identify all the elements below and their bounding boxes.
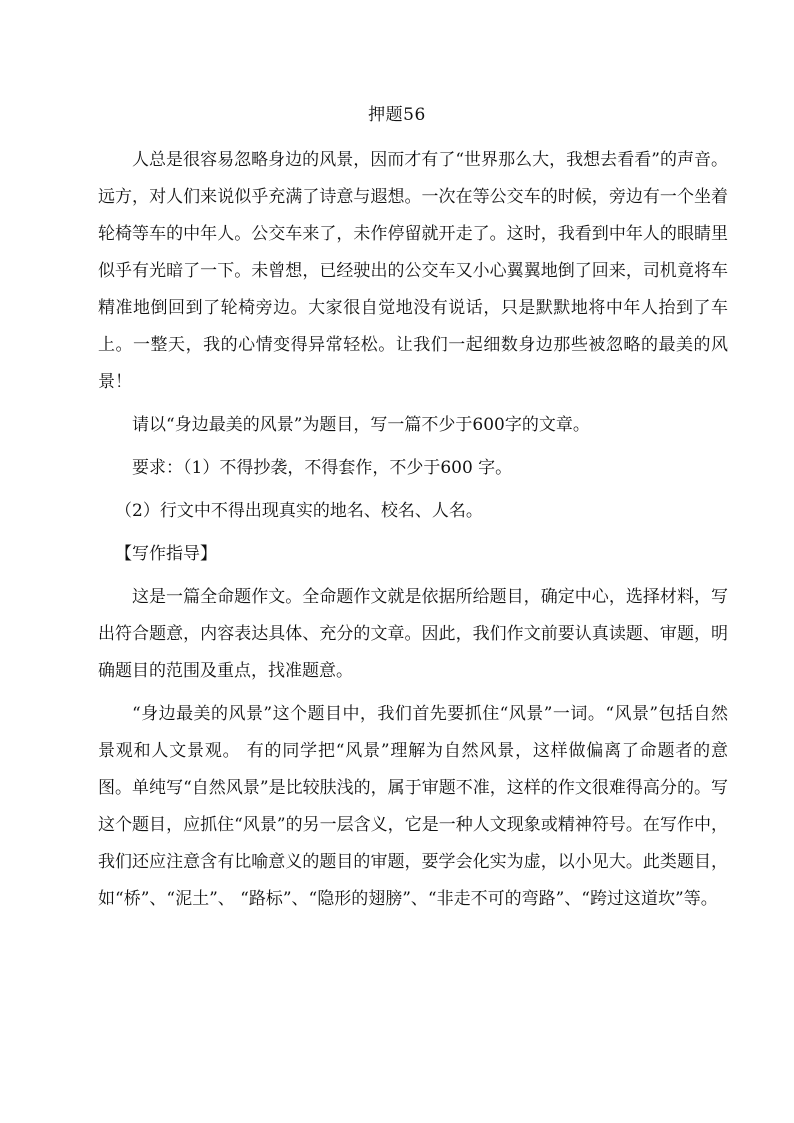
task-instruction: 请以“身边最美的风景”为题目，写一篇不少于600字的文章。 [132, 415, 590, 435]
document-body [98, 142, 728, 924]
prompt-paragraph: 人总是很容易忽略身边的风景，因而才有了“世界那么大，我想去看看”的声音。远方，对人们来说似乎充满了诗意与遐想。一次在等公交车的时候，旁边有一个坐着轮椅等车的中年人。公交车来了，未作停留就开走了。这时，我看到中年人的眼睛里似乎有光暗了一下。未曾想，已经驶出的公交车又小心翼翼地倒了回来，司机竟将车精准地倒回到了轮椅旁边。大家很自觉地没有说话，只是默默地将中年人抬到了车上。一整天，我的心情变得异常轻松。让我们一起细数身边那些被忽略的最美的风景！ [98, 150, 728, 392]
guidance-paragraph-1: 这是一篇全命题作文。全命题作文就是依据所给题目，确定中心，选择材料，写出符合题意，内容表达具体、充分的文章。因此，我们作文前要认真读题、审题，明确题目的范围及重点，找准题意。 [98, 587, 728, 681]
requirement-1: 要求：（1）不得抄袭，不得套作，不少于600 字。 [132, 458, 513, 478]
requirement-2: （2）行文中不得出现真实的地名、校名、人名。 [115, 501, 483, 521]
section-heading: 【写作指导】 [115, 544, 217, 564]
guidance-paragraph-2: “身边最美的风景”这个题目中，我们首先要抓住“风景”一词。“风景”包括自然景观和人文景观。 有的同学把“风景”理解为自然风景，这样做偏离了命题者的意图。单纯写“自然风景”是比较肤浅的，属于审题不准，这样的作文很难得高分的。写这个题目，应抓住“风景”的另一层含义，它是一种人文现象或精神符号。在写作中，我们还应注意含有比喻意义的题目的审题，要学会化实为虚，以小见大。此类题目，如“桥”、“泥土”、 “路标”、“隐形的翅膀”、“非走不可的弯路”、“跨过这道坎”等。 [98, 704, 728, 909]
page-title: 押题56 [368, 105, 426, 125]
